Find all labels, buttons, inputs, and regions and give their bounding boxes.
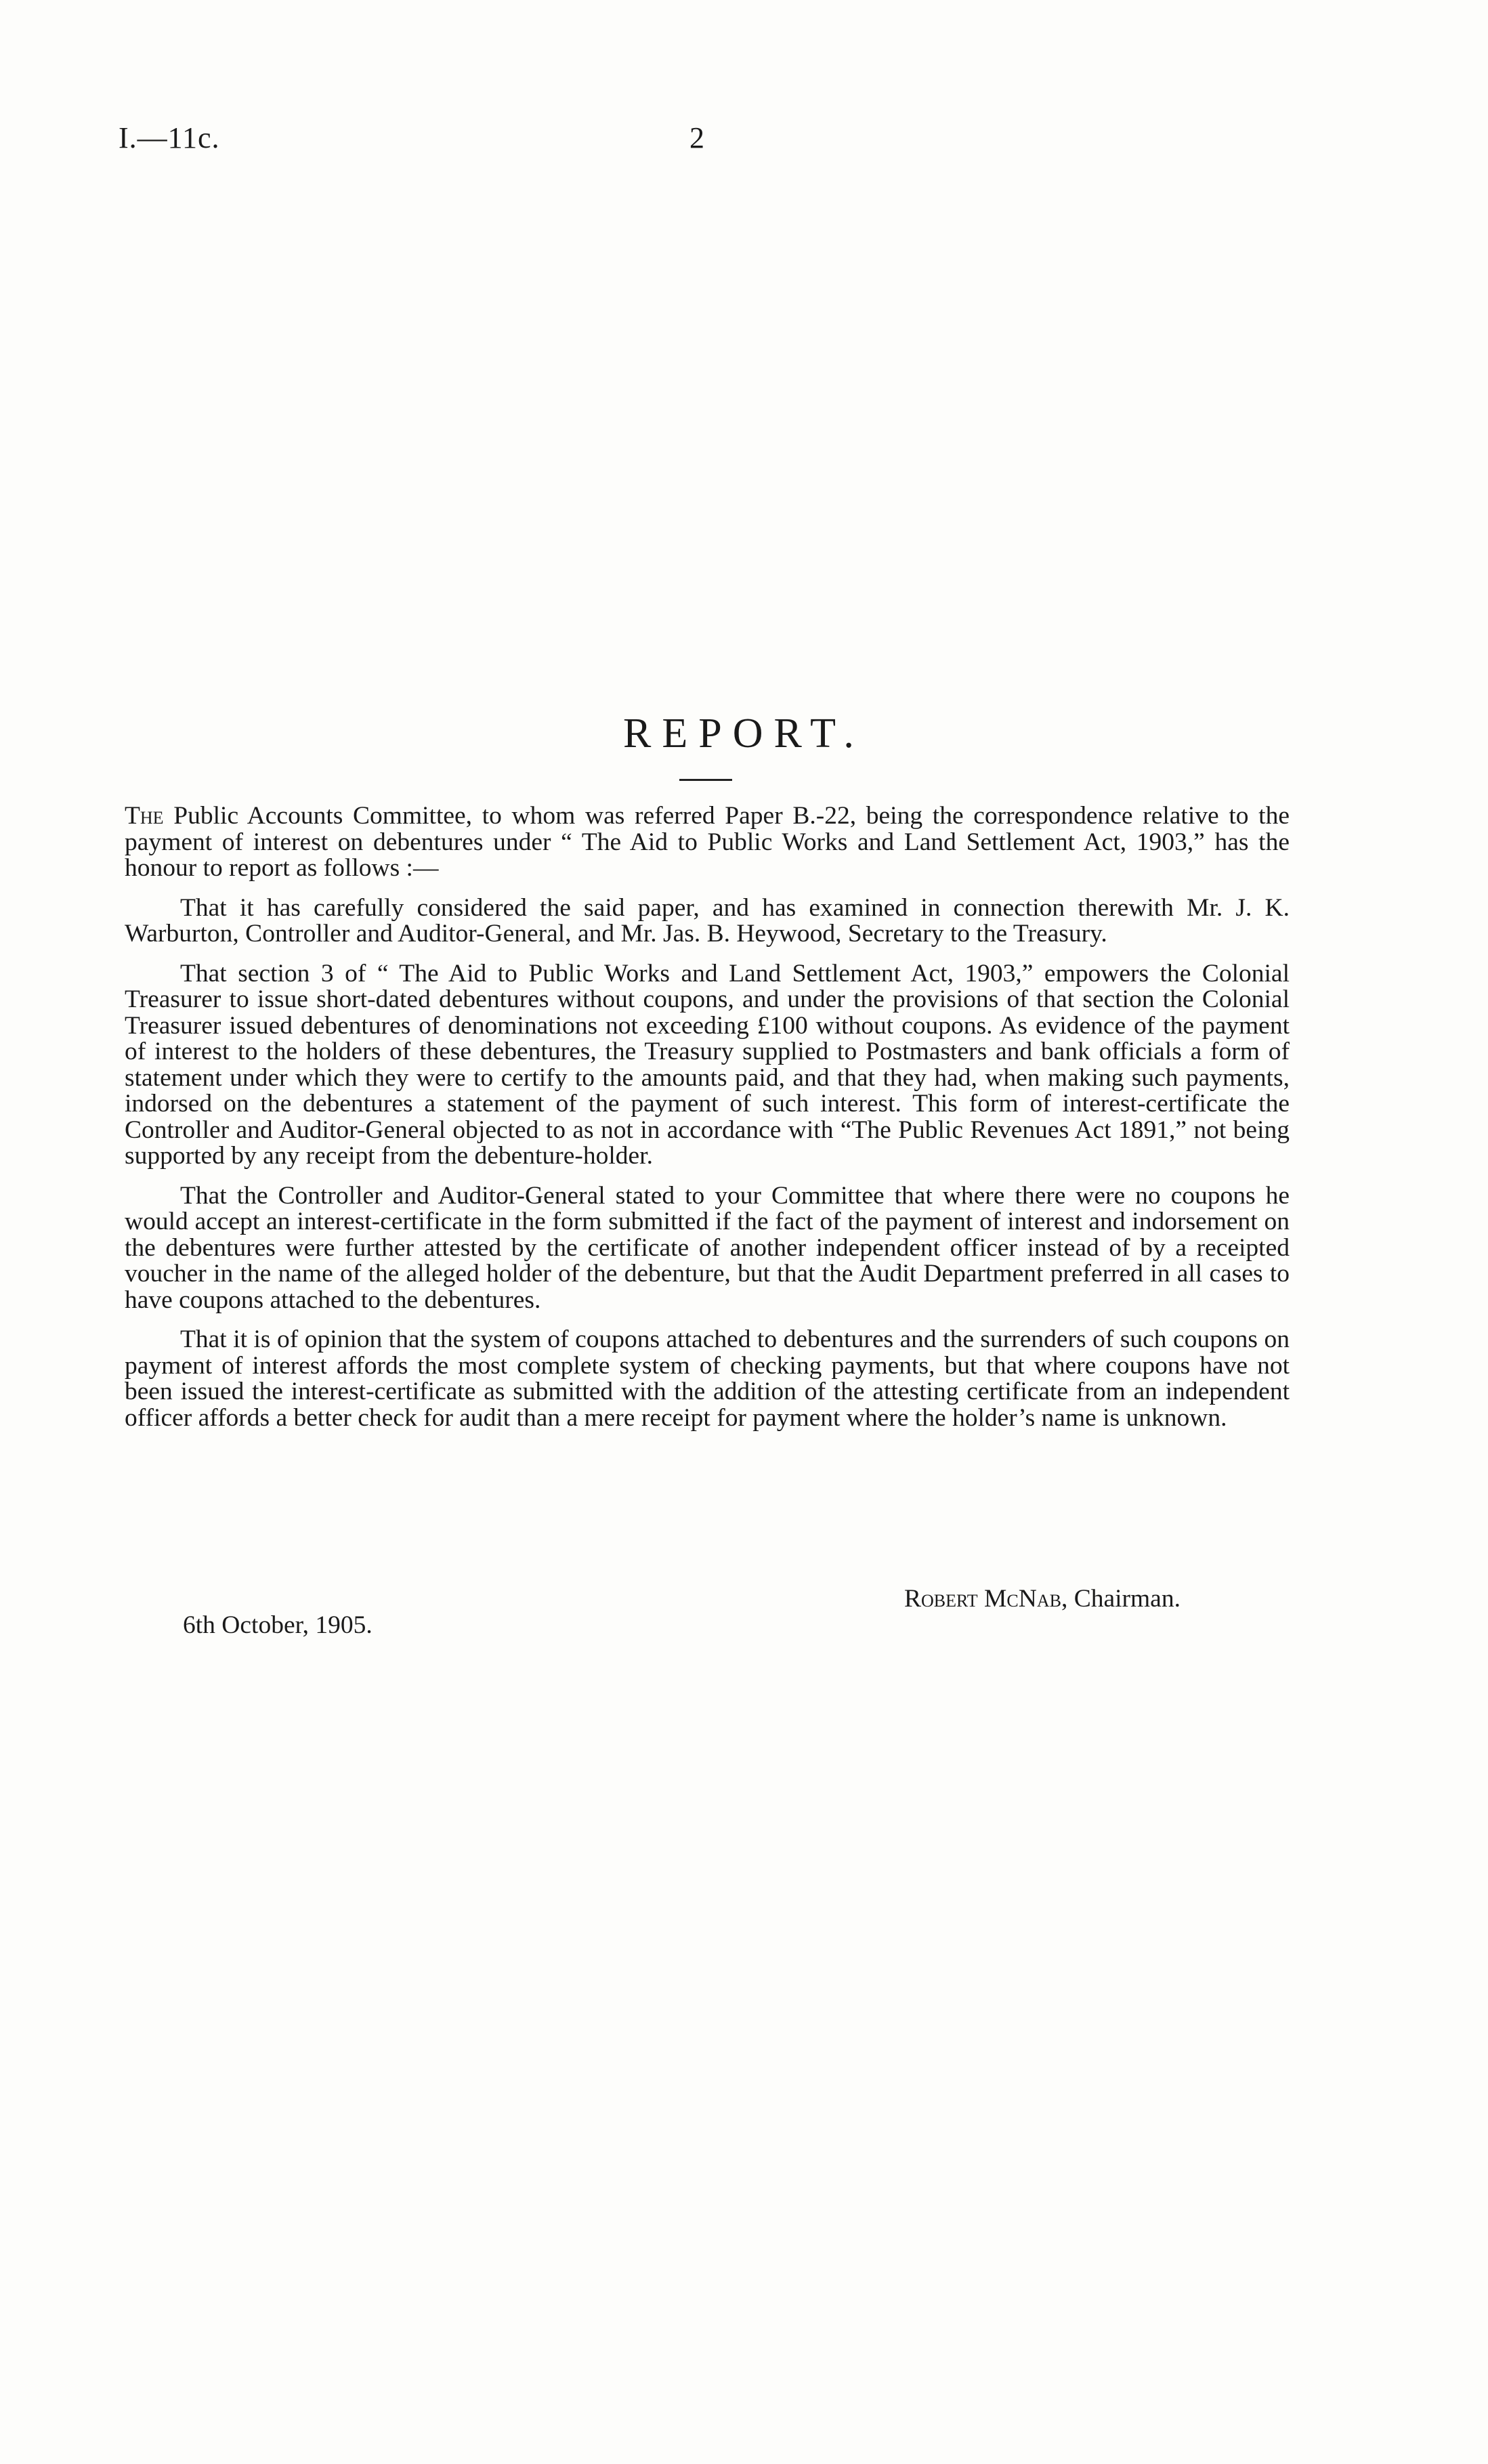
signatory-name: Robert McNab bbox=[904, 1585, 1061, 1613]
document-reference: I.—11c. bbox=[119, 121, 220, 154]
paragraph-opinion: That it is of opinion that the system of coupons attached to debentures and the surrenders of such coupons on payment of interest affords the most complete system of checking payments, but that where coupons have not been issued the interest-certificate as submitted with the addition of the attesting certificate from an independent officer affords a better check for audit than a mere receipt for payment where the holder’s name is unknown. bbox=[125, 1325, 1290, 1432]
paragraph-intro bbox=[125, 803, 1290, 882]
signatory-role: , Chairman. bbox=[1061, 1585, 1181, 1613]
signature bbox=[904, 1584, 1181, 1613]
report-date: 6th October, 1905. bbox=[183, 1611, 373, 1639]
report-title: REPORT. bbox=[623, 710, 865, 757]
page-number: 2 bbox=[689, 121, 704, 154]
intro-lead-word: The bbox=[125, 802, 164, 830]
intro-text: Public Accounts Committee, to whom was referred Paper B.-22, being the correspondence relative to the payment of interest on debentures under “ The Aid to Public Works and Land Settlement Act, 1903,” has the honour to report as follows :— bbox=[125, 802, 1290, 882]
title-rule bbox=[679, 779, 732, 781]
paragraph-consideration: That it has carefully considered the said paper, and has examined in connection therewith Mr. J. K. Warburton, Controller and Auditor-General, and Mr. Jas. B. Heywood, Secretary to the Treasury. bbox=[125, 893, 1290, 948]
paragraph-section-3: That section 3 of “ The Aid to Public Works and Land Settlement Act, 1903,” empowers the Colonial Treasurer to issue short-dated debentures without coupons, and under the provisions of that section the Colonial Treasurer issued debentures of denominations not exceeding £100 without coupons. As evidence of the payment of interest to the holders of these debentures, the Treasury supplied to Postmasters and bank officials a form of statement under which they were to certify to the amounts paid, and that they had, when making such payments, indorsed on the debentures a statement of the payment of such interest. This form of interest-certificate the Controller and Auditor-General objected to as not in accordance with “The Public Revenues Act 1891,” not being supported by any receipt from the debenture-holder. bbox=[125, 959, 1290, 1170]
paragraph-auditor-statement: That the Controller and Auditor-General stated to your Committee that where there were no coupons he would accept an interest-certificate in the form submitted if the fact of the payment of interest and indorsement on the debentures were further attested by the certificate of another independent officer instead of by a receipted voucher in the name of the alleged holder of the debenture, but that the Audit Department preferred in all cases to have coupons attached to the debentures. bbox=[125, 1181, 1290, 1314]
report-body bbox=[125, 803, 1290, 1445]
